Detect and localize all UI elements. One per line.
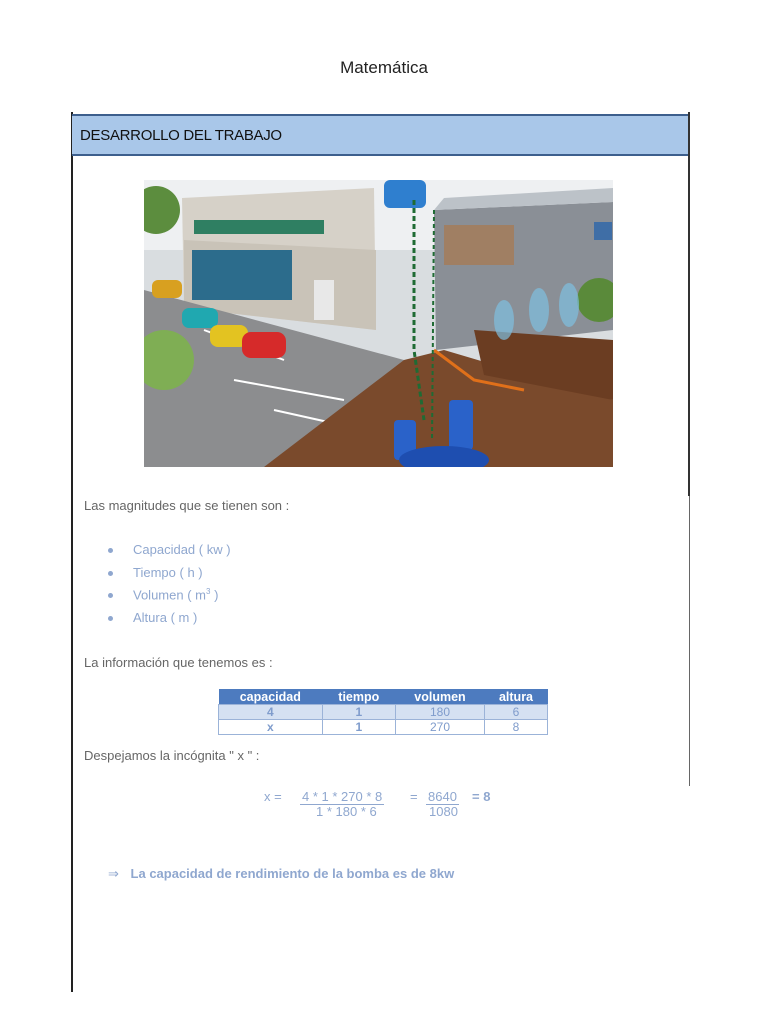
data-table xyxy=(218,689,548,735)
table-cell: 180 xyxy=(395,705,484,720)
table-header-cell: volumen xyxy=(395,689,484,705)
table-header-cell: capacidad xyxy=(219,689,323,705)
table-cell: 1 xyxy=(322,720,395,735)
formula-equals: = xyxy=(410,789,418,804)
formula-denominator-2: 1080 xyxy=(429,804,458,819)
list-item: Tiempo ( h ) xyxy=(106,565,231,588)
table-row xyxy=(219,705,548,720)
frame-right-border-lower xyxy=(689,496,690,786)
solve-intro: Despejamos la incógnita " x " : xyxy=(84,748,260,763)
magnitudes-intro: Las magnitudes que se tienen son : xyxy=(84,498,290,513)
table-header-cell: altura xyxy=(484,689,547,705)
formula-lhs: x = xyxy=(264,789,282,804)
rainwater-system-illustration xyxy=(144,180,613,467)
table-header-row xyxy=(219,689,548,705)
section-title: DESARROLLO DEL TRABAJO xyxy=(80,127,282,144)
table-row xyxy=(219,720,548,735)
conclusion-text: La capacidad de rendimiento de la bomba es de 8kw xyxy=(130,866,455,881)
conclusion xyxy=(108,866,454,882)
table-cell: 4 xyxy=(219,705,323,720)
formula-result: = 8 xyxy=(472,789,491,804)
table-cell: 8 xyxy=(484,720,547,735)
list-item: Capacidad ( kw ) xyxy=(106,542,231,565)
info-intro: La información que tenemos es : xyxy=(84,655,273,670)
arrow-icon: ⇒ xyxy=(108,866,119,881)
frame-left-border xyxy=(71,112,73,992)
table-cell: 1 xyxy=(322,705,395,720)
list-item: Altura ( m ) xyxy=(106,610,231,633)
formula-numerator-2: 8640 xyxy=(428,789,457,804)
table-cell: x xyxy=(219,720,323,735)
formula-denominator-1: 1 * 180 * 6 xyxy=(316,804,377,819)
formula-numerator-1: 4 * 1 * 270 * 8 xyxy=(302,789,383,804)
table-header-cell: tiempo xyxy=(322,689,395,705)
section-header xyxy=(72,114,688,156)
table-cell: 270 xyxy=(395,720,484,735)
list-item: Volumen ( $m^3$ ) xyxy=(106,587,231,610)
table-cell: 6 xyxy=(484,705,547,720)
magnitudes-list xyxy=(106,542,231,632)
page-title: Matemática xyxy=(340,58,428,77)
frame-right-border xyxy=(688,112,690,496)
